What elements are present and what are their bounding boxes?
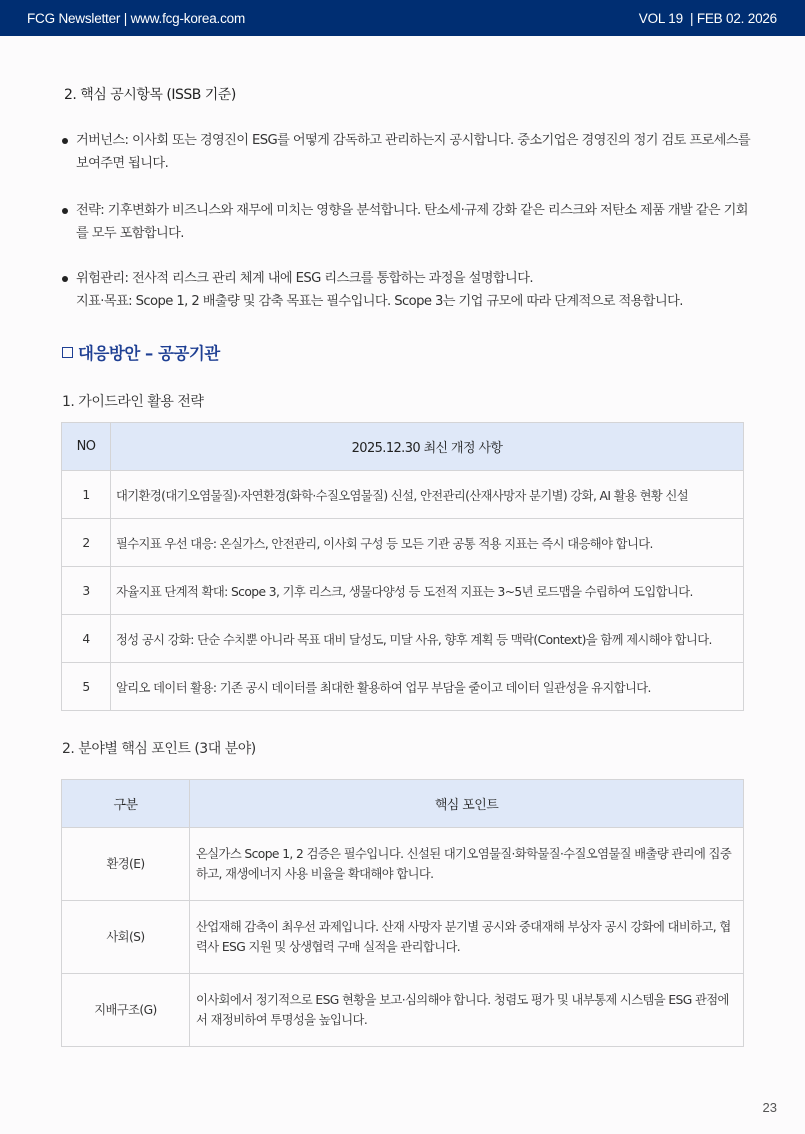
section-title: 대응방안 – 공공기관 [62,340,220,364]
square-box-icon [62,347,73,358]
newsletter-header [0,0,805,36]
table-header-row [62,780,744,828]
guideline-table [61,422,744,711]
header-site: FCG Newsletter | www.fcg-korea.com [27,10,246,26]
bullet-dot-icon [62,138,68,144]
bullet-dot-icon [62,276,68,282]
guideline-heading: 1. 가이드라인 활용 전략 [62,394,204,410]
col-header-category: 구분 [62,780,190,828]
table-header-row [62,423,744,471]
header-issue: VOL 19 | FEB 02. 2026 [638,10,777,26]
table-row: 2 필수지표 우선 대응: 온실가스, 안전관리, 이사회 구성 등 모든 기관 공통 적용 지표는 즉시 대응해야 합니다. [62,519,744,567]
table-row: 1 대기환경(대기오염물질)·자연환경(화학·수질오염물질) 신설, 안전관리(산재사망자 분기별) 강화, AI 활용 현황 신설 [62,471,744,519]
table-row: 5 알리오 데이터 활용: 기존 공시 데이터를 최대한 활용하여 업무 부담을 줄이고 데이터 일관성을 유지합니다. [62,663,744,711]
bullet-strategy: 전략: 기후변화가 비즈니스와 재무에 미치는 영향을 분석합니다. 탄소세·규제 강화 같은 리스크와 저탄소 제품 개발 같은 기회를 모두 포함합니다. [62,199,752,245]
bullet-governance: 거버넌스: 이사회 또는 경영진이 ESG를 어떻게 감독하고 관리하는지 공시합니다. 중소기업은 경영진의 정기 검토 프로세스를 보여주면 됩니다. [62,129,752,175]
key-points-table [61,779,744,1047]
col-header-revision: 2025.12.30 최신 개정 사항 [111,423,744,471]
col-header-no: NO [62,423,111,471]
table-row: 지배구조(G) 이사회에서 정기적으로 ESG 현황을 보고·심의해야 합니다. 청렴도 평가 및 내부통제 시스템을 ESG 관점에서 재정비하여 투명성을 높입니다. [62,974,744,1047]
metrics-targets-line: 지표·목표: Scope 1, 2 배출량 및 감축 목표는 필수입니다. Scope 3는 기업 규모에 따라 단계적으로 적용합니다. [76,294,683,309]
table-row: 3 자율지표 단계적 확대: Scope 3, 기후 리스크, 생물다양성 등 도전적 지표는 3~5년 로드맵을 수립하여 도입합니다. [62,567,744,615]
table-row: 사회(S) 산업재해 감축이 최우선 과제입니다. 산재 사망자 분기별 공시와 중대재해 부상자 공시 강화에 대비하고, 협력사 ESG 지원 및 상생협력 구매 실적을 관리합니다. [62,901,744,974]
table-row: 환경(E) 온실가스 Scope 1, 2 검증은 필수입니다. 신설된 대기오염물질·화학물질·수질오염물질 배출량 관리에 집중하고, 재생에너지 사용 비율을 확대해야 합니다. [62,828,744,901]
bullet-risk-management: 위험관리: 전사적 리스크 관리 체계 내에 ESG 리스크를 통합하는 과정을 설명합니다. 지표·목표: Scope 1, 2 배출량 및 감축 목표는 필수입니다. Scope 3는 기업 규모에 따라 단계적으로 적용합니다. [62,267,752,313]
issb-heading: 2. 핵심 공시항목 (ISSB 기준) [64,87,236,103]
table-row: 4 정성 공시 강화: 단순 수치뿐 아니라 목표 대비 달성도, 미달 사유, 향후 계획 등 맥락(Context)을 함께 제시해야 합니다. [62,615,744,663]
bullet-dot-icon [62,208,68,214]
key-points-heading: 2. 분야별 핵심 포인트 (3대 분야) [62,741,256,757]
page-number: 23 [762,1100,777,1115]
col-header-key-point: 핵심 포인트 [190,780,744,828]
